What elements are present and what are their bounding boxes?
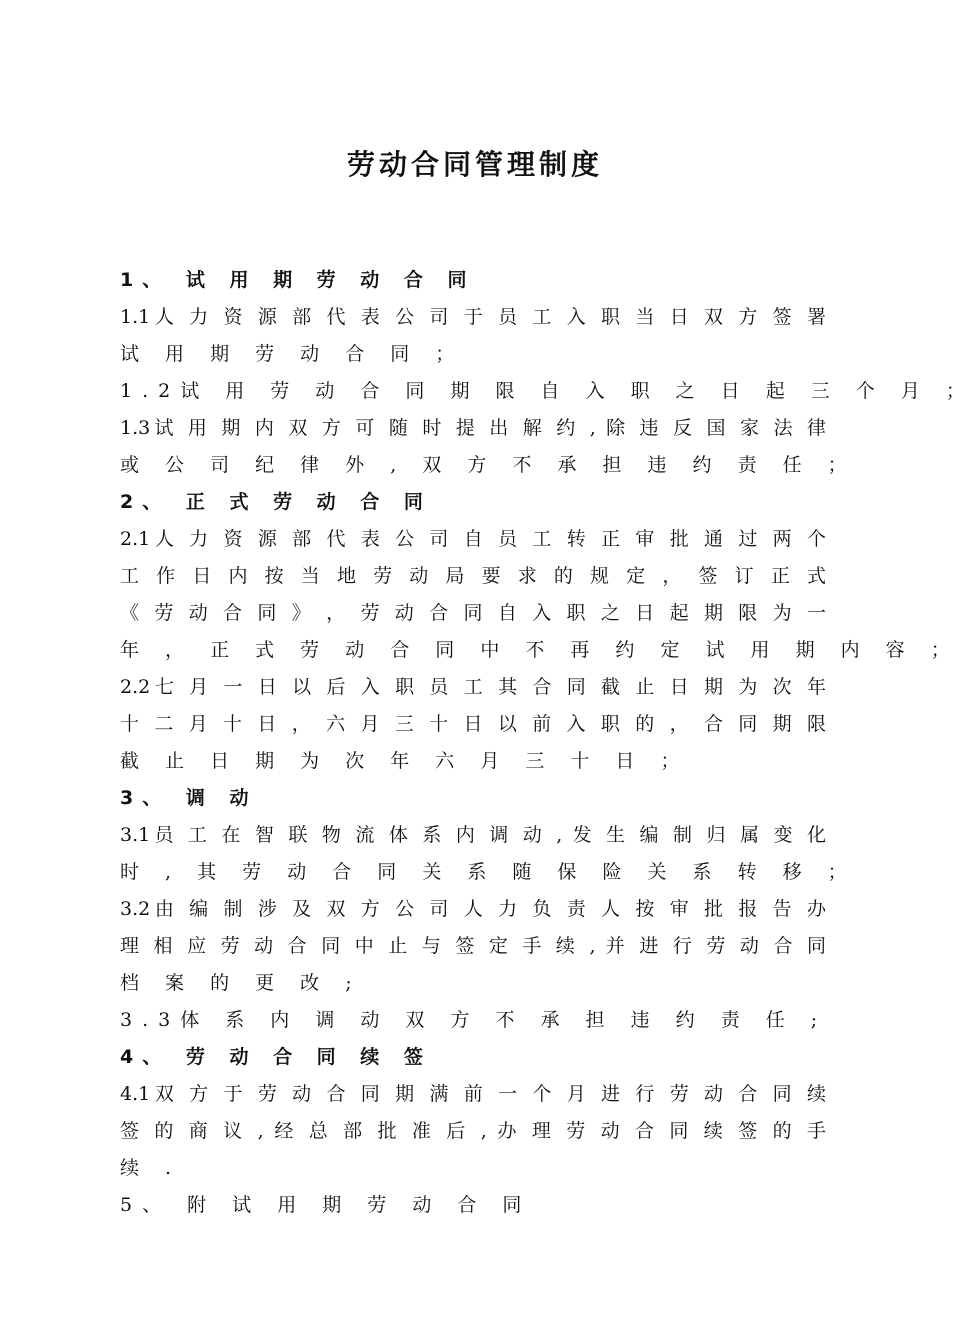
- document-body: [120, 262, 975, 1224]
- clause-3-2-line-2: 理 相 应 劳 动 合 同 中 止 与 签 定 手 续 , 并 进 行 劳 动 合 同: [120, 935, 826, 957]
- clause-4-1-line-2: 签 的 商 议 , 经 总 部 批 准 后 , 办 理 劳 动 合 同 续 签 的 手: [120, 1120, 826, 1142]
- page-title: 劳动合同管理制度: [346, 148, 603, 181]
- clause-3-1-line-1: 3.1员 工 在 智 联 物 流 体 系 内 调 动 , 发 生 编 制 归 属 变 化: [120, 824, 826, 846]
- clause-3-2-line-1: 3.2由 编 制 涉 及 双 方 公 司 人 力 负 责 人 按 审 批 报 告 办: [120, 898, 826, 920]
- clause-2-2-line-1: 2.2七 月 一 日 以 后 入 职 员 工 其 合 同 截 止 日 期 为 次 年: [120, 676, 826, 698]
- clause-1-2-line-1: 1.2试 用 劳 动 合 同 期 限 自 入 职 之 日 起 三 个 月 ；: [120, 380, 975, 402]
- clause-2-1-line-3: 《 劳 动 合 同 》 ， 劳 动 合 同 自 入 职 之 日 起 期 限 为 一: [120, 602, 826, 624]
- clause-3-1-line-2: 时 , 其 劳 动 合 同 关 系 随 保 险 关 系 转 移 ；: [120, 861, 857, 883]
- clause-4-1-line-1: 4.1双 方 于 劳 动 合 同 期 满 前 一 个 月 进 行 劳 动 合 同 续: [120, 1083, 826, 1105]
- clause-2-2-line-3: 截 止 日 期 为 次 年 六 月 三 十 日 ；: [120, 750, 690, 772]
- section-3-heading: 3、 调 动: [120, 787, 258, 809]
- clause-2-1-line-2: 工 作 日 内 按 当 地 劳 动 局 要 求 的 规 定 ， 签 订 正 式: [120, 565, 826, 587]
- clause-1-3-line-2: 或 公 司 纪 律 外 , 双 方 不 承 担 违 约 责 任 ；: [120, 454, 857, 476]
- section-2-heading: 2、 正 式 劳 动 合 同: [120, 491, 432, 513]
- clause-1-1-line-1: 1.1人 力 资 源 部 代 表 公 司 于 员 工 入 职 当 日 双 方 签 署: [120, 306, 826, 328]
- section-4-heading: 4、 劳 动 合 同 续 签: [120, 1046, 432, 1068]
- clause-2-2-line-2: 十 二 月 十 日 ， 六 月 三 十 日 以 前 入 职 的 ， 合 同 期 限: [120, 713, 826, 735]
- section-5-attachment-line: 5、 附 试 用 期 劳 动 合 同: [120, 1194, 532, 1216]
- clause-1-1-line-2: 试 用 期 劳 动 合 同 ；: [120, 343, 465, 365]
- section-1-heading: 1、 试 用 期 劳 动 合 同: [120, 269, 476, 291]
- clause-2-1-line-1: 2.1人 力 资 源 部 代 表 公 司 自 员 工 转 正 审 批 通 过 两 个: [120, 528, 826, 550]
- clause-3-2-line-3: 档 案 的 更 改 ;: [120, 972, 362, 994]
- clause-3-3-line-1: 3.3体 系 内 调 动 双 方 不 承 担 违 约 责 任 ;: [120, 1009, 828, 1031]
- clause-1-3-line-1: 1.3试 用 期 内 双 方 可 随 时 提 出 解 约 , 除 违 反 国 家 法 律: [120, 417, 826, 439]
- clause-2-1-line-4: 年 ， 正 式 劳 动 合 同 中 不 再 约 定 试 用 期 内 容 ；: [120, 639, 960, 661]
- clause-4-1-line-3: 续 .: [120, 1157, 182, 1179]
